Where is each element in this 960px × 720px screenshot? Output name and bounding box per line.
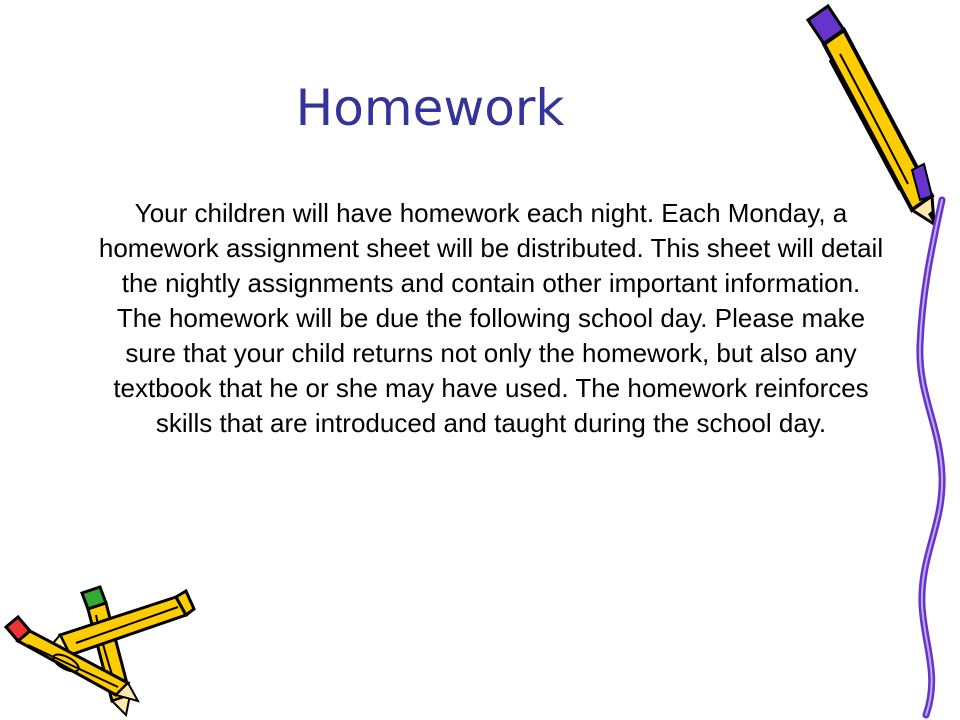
slide-title: Homework [295,79,565,137]
slide-body-text: Your children will have homework each night. Each Monday, a homework assignment sheet will be distributed. This sheet will detail the nightly assignments and contain other important information. The homework will be due the following school day. Please make sure that your child returns not only the homework, but also any textbook that he or she may have used. The homework reinforces skills that are introduced and taught during the school day. [98,198,884,438]
pencils-icon [0,575,200,720]
squiggle-line-icon [900,195,960,720]
